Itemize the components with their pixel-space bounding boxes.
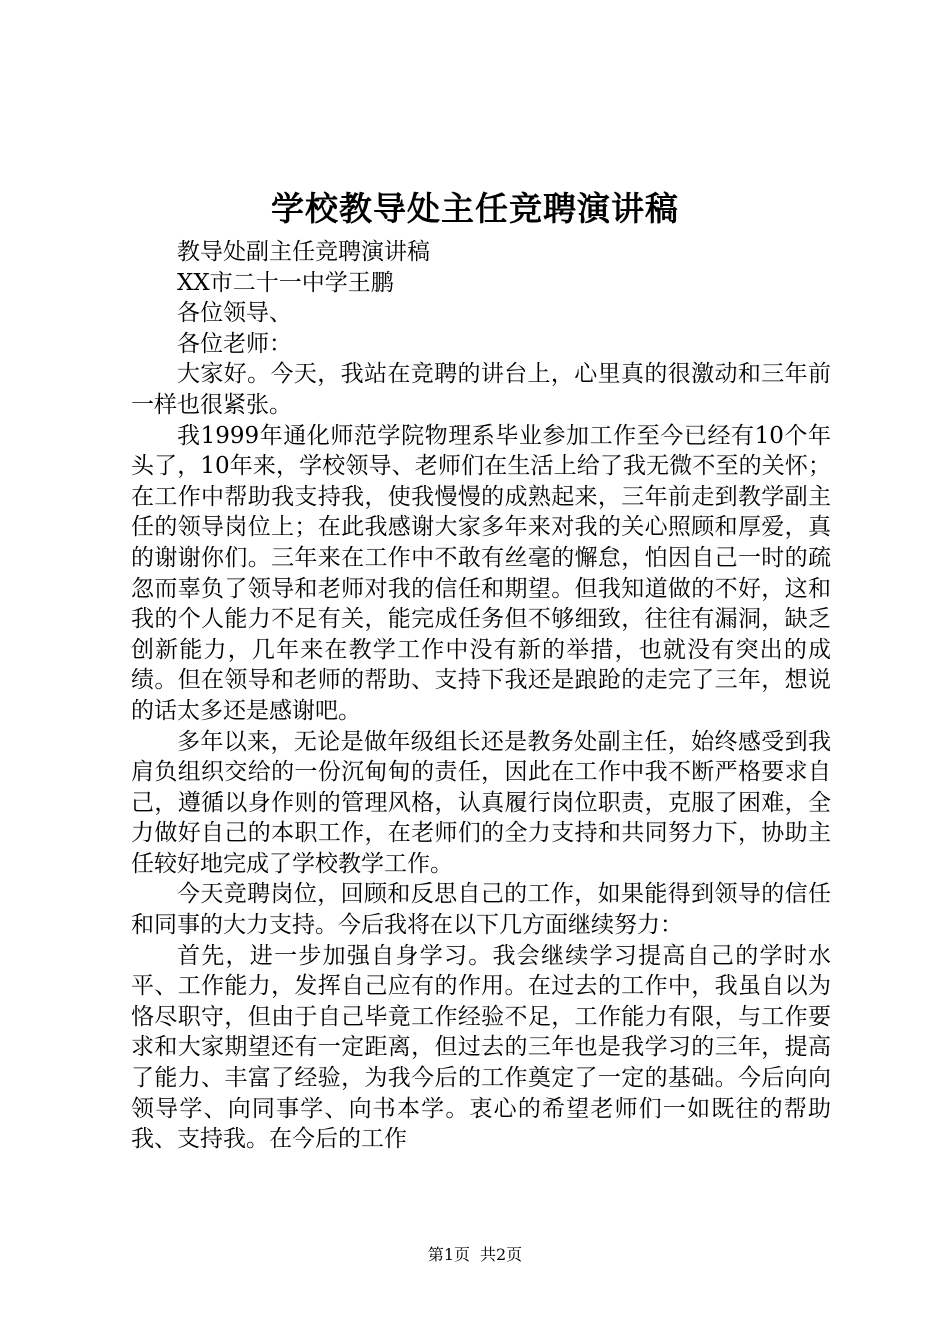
paragraph-author: XX市二十一中学王鹏 xyxy=(177,269,394,296)
paragraph-first-plan: 首先，进一步加强自身学习。我会继续学习提高自己的学时水平、工作能力，发挥自己应有的作用。在过去的工作中，我虽自以为恪尽职守，但由于自己毕竟工作经验不足，工作能力有限，与工作要求和大家期望还有一定距离，但过去的三年也是我学习的三年，提高了能力、丰富了经验，为我今后的工作奠定了一定的基础。今后向向领导学、向同事学、向书本学。衷心的希望老师们一如既往的帮助我、支持我。在今后的工作 xyxy=(131,942,831,1153)
paragraph-greeting: 大家好。今天，我站在竞聘的讲台上，心里真的很激动和三年前一样也很紧张。 xyxy=(131,361,831,418)
paragraph-subtitle: 教导处副主任竞聘演讲稿 xyxy=(177,239,430,265)
paragraph-responsibility: 多年以来，无论是做年级组长还是教务处副主任，始终感受到我肩负组织交给的一份沉甸甸的责任，因此在工作中我不断严格要求自己，遵循以身作则的管理风格，认真履行岗位职责，克服了困难，全力做好自己的本职工作，在老师们的全力支持和共同努力下，协助主任较好地完成了学校教学工作。 xyxy=(131,728,831,877)
document-title: 学校教导处主任竞聘演讲稿 xyxy=(271,189,679,228)
document-body xyxy=(131,237,831,1155)
page-footer xyxy=(0,1244,950,1266)
paragraph-reflection: 今天竞聘岗位，回顾和反思自己的工作，如果能得到领导的信任和同事的大力支持。今后我将在以下几方面继续努力： xyxy=(131,881,831,939)
page-total: 共2页 xyxy=(480,1245,523,1264)
paragraph-salutation-leaders: 各位领导、 xyxy=(177,300,292,327)
paragraph-background: 我1999年通化师范学院物理系毕业参加工作至今已经有10个年头了，10年来，学校领导、老师们在生活上给了我无微不至的关怀；在工作中帮助我支持我，使我慢慢的成熟起来，三年前走到教学副主任的领导岗位上；在此我感谢大家多年来对我的关心照顾和厚爱，真的谢谢你们。三年来在工作中不敢有丝毫的懈怠，怕因自己一时的疏忽而辜负了领导和老师对我的信任和期望。但我知道做的不好，这和我的个人能力不足有关，能完成任务但不够细致，往往有漏洞，缺乏创新能力，几年来在教学工作中没有新的举措，也就没有突出的成绩。但在领导和老师的帮助、支持下我还是踉跄的走完了三年，想说的话太多还是感谢吧。 xyxy=(131,422,831,724)
page-number: 第1页 xyxy=(427,1245,470,1264)
paragraph-salutation-teachers: 各位老师： xyxy=(177,330,292,357)
